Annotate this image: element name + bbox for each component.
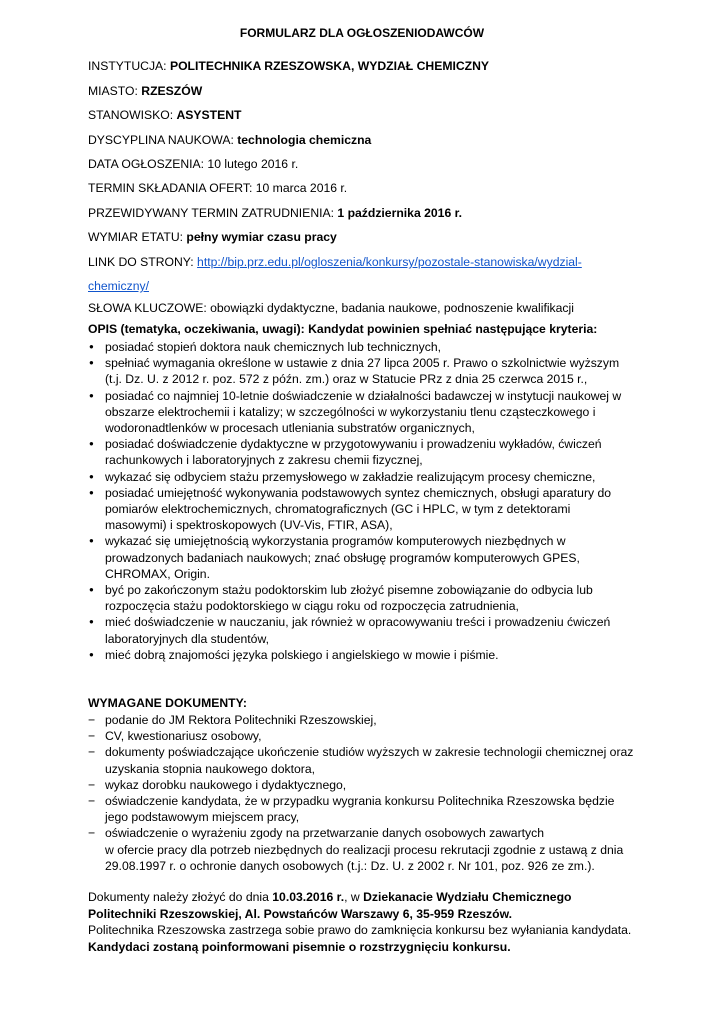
document-item-line: − oświadczenie o wyrażeniu zgody na przetwarzanie danych osobowych zawartych: [105, 826, 544, 841]
submission-text: Dokumenty należy złożyć do dnia: [88, 890, 273, 904]
requirement-item-line: pomiarów elektrochemicznych, chromatograficznych (GC i HPLC, w tym z detektorami: [105, 502, 571, 517]
document-item-line: w ofercie pracy dla potrzeb niezbędnych do realizacji procesu rekrutacji zgodnie z ustawą z dnia: [105, 842, 624, 857]
document-item: [88, 777, 636, 793]
requirement-item-line: ● posiadać umiejętność wykonywania podstawowych syntez chemicznych, obsługi aparatury do: [105, 485, 612, 500]
requirement-item: [88, 647, 636, 663]
field-termin-zatrudnienia: [88, 206, 462, 221]
field-value: 1 października 2016 r.: [337, 206, 463, 220]
field-label: DATA OGŁOSZENIA:: [88, 157, 208, 171]
field-value: POLITECHNIKA RZESZOWSKA, WYDZIAŁ CHEMICZNY: [169, 59, 490, 73]
document-item: [88, 744, 636, 776]
submission-date: 10.03.2016 r.: [272, 890, 345, 904]
field-slowa-kluczowe: [88, 301, 574, 316]
document-item: [88, 712, 636, 728]
job-link[interactable]: http://bip.prz.edu.pl/ogloszenia/konkursy/pozostale-stanowiska/wydzial-: [197, 255, 582, 269]
document-item: [88, 825, 636, 874]
requirement-item-line: obszarze elektrochemii i katalizy; w szczególności w wykorzystaniu tlenu cząsteczkowego i: [105, 404, 596, 419]
page-title: FORMULARZ DLA OGŁOSZENIODAWCÓW: [239, 26, 485, 40]
requirement-item: [88, 436, 636, 468]
document-item: [88, 728, 636, 744]
document-item-line: 29.08.1997 r. o ochronie danych osobowych (t.j.: Dz. U. z 2002 r. Nr 101, poz. 926 ze zm.).: [105, 858, 595, 873]
field-label: SŁOWA KLUCZOWE:: [88, 301, 211, 315]
requirement-item-line: ● posiadać doświadczenie dydaktyczne w przygotowywaniu i prowadzeniu wykładów, ćwiczeń: [105, 437, 602, 452]
field-data-ogloszenia: [88, 157, 298, 172]
document-item-line: − oświadczenie kandydata, że w przypadku wygrania konkursu Politechnika Rzeszowska będzie: [105, 794, 615, 809]
requirement-item: [88, 614, 636, 646]
field-value: 10 marca 2016 r.: [255, 181, 348, 195]
documents-heading: WYMAGANE DOKUMENTY:: [88, 696, 247, 710]
requirement-item-line: prowadzonych badaniach naukowych; znać obsługę programów komputerowych GPES,: [105, 550, 580, 565]
field-termin-skladania: [88, 181, 347, 196]
requirement-item-line: ● mieć doświadczenie w nauczaniu, jak również w opracowywaniu treści i prowadzeniu ćwiczeń: [105, 615, 611, 630]
document-item-line: − wykaz dorobku naukowego i dydaktycznego,: [105, 777, 347, 792]
field-label: WYMIAR ETATU:: [88, 230, 187, 244]
reservation-note: Politechnika Rzeszowska zastrzega sobie prawo do zamknięcia konkursu bez wyłaniania kandydata.: [88, 923, 632, 937]
field-label: LINK DO STRONY:: [88, 255, 198, 269]
submission-paragraph: [88, 889, 636, 922]
requirements-heading: OPIS (tematyka, oczekiwania, uwagi): Kandydat powinien spełniać następujące kryteria:: [88, 322, 598, 336]
requirement-item: [88, 339, 636, 355]
field-label: INSTYTUCJA:: [88, 59, 170, 73]
requirement-item-line: ● wykazać się odbyciem stażu przemysłowego w zakładzie realizującym procesy chemiczne,: [105, 469, 596, 484]
requirement-item: [88, 485, 636, 534]
requirement-item: [88, 582, 636, 614]
document-item-line: − dokumenty poświadczające ukończenie studiów wyższych w zakresie technologii chemicznej oraz: [105, 745, 634, 760]
field-label: DYSCYPLINA NAUKOWA:: [88, 133, 238, 147]
field-value: obowiązki dydaktyczne, badania naukowe, podnoszenie kwalifikacji: [210, 301, 574, 315]
field-value: 10 lutego 2016 r.: [207, 157, 299, 171]
field-label: STANOWISKO:: [88, 108, 177, 122]
requirement-item-line: ● wykazać się umiejętnością wykorzystania programów komputerowych niezbędnych w: [105, 534, 566, 549]
requirement-item-line: ● być po zakończonym stażu podoktorskim lub złożyć pisemne zobowiązanie do odbycia lub: [105, 583, 593, 598]
requirement-item: [88, 388, 636, 437]
document-item-line: − podanie do JM Rektora Politechniki Rzeszowskiej,: [105, 713, 377, 727]
document-item-line: uzyskania stopnia naukowego doktora,: [105, 761, 316, 776]
requirement-item: [88, 469, 636, 485]
requirement-item-line: wodoronadtlenków w procesach utleniania substratów organicznych,: [105, 421, 475, 436]
document-item: [88, 793, 636, 825]
requirement-item-line: rachunkowych i laboratoryjnych z zakresu chemii fizycznej,: [105, 453, 423, 468]
field-label: MIASTO:: [88, 84, 142, 98]
field-value: pełny wymiar czasu pracy: [186, 230, 337, 244]
field-value: RZESZÓW: [141, 84, 203, 98]
requirement-item-line: masowymi) i spektroskopowych (UV-Vis, FTIR, ASA),: [105, 518, 393, 533]
requirement-item-line: rozpoczęcia stażu podoktorskiego w ciągu roku od rozpoczęcia zatrudnienia,: [105, 599, 519, 614]
requirement-item-line: laboratoryjnych dla studentów,: [105, 631, 269, 646]
requirements-list: [88, 339, 636, 663]
field-link-continued: [88, 279, 149, 294]
field-link: [88, 255, 582, 270]
requirement-item-line: ● posiadać stopień doktora nauk chemicznych lub technicznych,: [105, 340, 442, 354]
field-label: TERMIN SKŁADANIA OFERT:: [88, 181, 256, 195]
submission-text-2: , w: [344, 890, 364, 904]
field-label: PRZEWIDYWANY TERMIN ZATRUDNIENIA:: [88, 206, 338, 220]
requirement-item: [88, 533, 636, 582]
field-wymiar-etatu: [88, 230, 337, 245]
field-miasto: [88, 84, 202, 99]
requirement-item-line: ● spełniać wymagania określone w ustawie z dnia 27 lipca 2005 r. Prawo o szkolnictwie wyższym: [105, 356, 620, 371]
submission-place: Dziekanacie Wydziału Chemicznego Politechniki Rzeszowskiej, Al. Powstańców Warszawy 6, 35-959 Rzeszów.: [88, 890, 572, 921]
field-instytucja: [88, 59, 489, 74]
field-value: technologia chemiczna: [237, 133, 372, 147]
requirement-item: [88, 355, 636, 387]
notification-note: Kandydaci zostaną poinformowani pisemnie o rozstrzygnięciu konkursu.: [88, 939, 511, 954]
requirement-item-line: ● posiadać co najmniej 10-letnie doświadczenie w działalności badawczej w instytucji naukowej w: [105, 388, 622, 403]
document-item-line: − CV, kwestionariusz osobowy,: [105, 729, 262, 744]
requirement-item-line: CHROMAX, Origin.: [105, 566, 210, 581]
job-link-continued[interactable]: chemiczny/: [88, 279, 149, 293]
requirement-item-line: (t.j. Dz. U. z 2012 r. poz. 572 z późn. zm.) oraz w Statucie PRz z dnia 25 czerwca 2015 r.,: [105, 372, 588, 387]
field-stanowisko: [88, 108, 242, 123]
field-dyscyplina: [88, 133, 371, 148]
field-value: ASYSTENT: [176, 108, 242, 122]
closing-section: [88, 889, 636, 955]
requirement-item-line: ● mieć dobrą znajomości języka polskiego i angielskiego w mowie i piśmie.: [105, 647, 499, 662]
documents-list: [88, 712, 636, 874]
document-item-line: jego podstawowym miejscem pracy,: [105, 810, 300, 825]
